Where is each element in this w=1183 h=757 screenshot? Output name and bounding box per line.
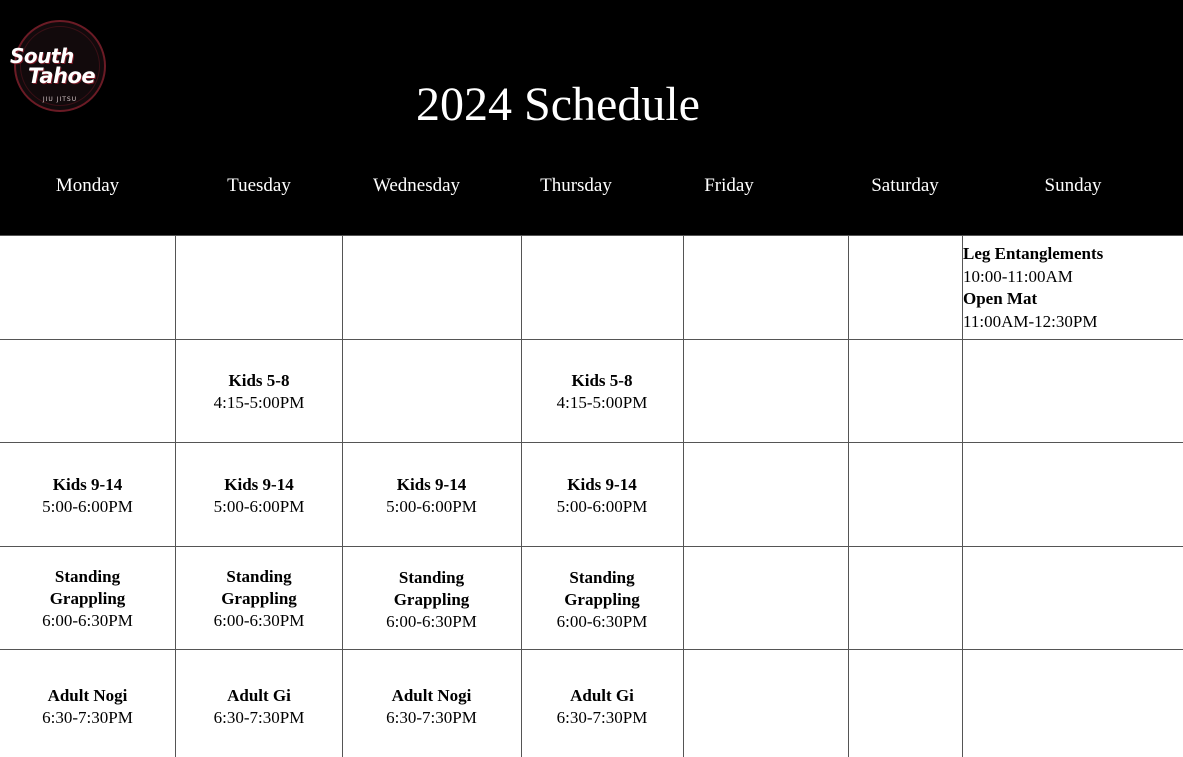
class-cell-monday-adult-nogi <box>0 685 175 729</box>
schedule-grid <box>0 235 1183 757</box>
class-time: 6:00-6:30PM <box>556 612 648 631</box>
class-cell-tuesday-adult-gi <box>175 685 343 729</box>
class-cell-thursday-kids-5-8 <box>521 370 683 414</box>
class-time: 4:15-5:00PM <box>556 393 648 412</box>
class-name: Standing <box>569 568 635 587</box>
day-header-monday: Monday <box>55 175 120 196</box>
class-name: Kids 9-14 <box>567 475 637 494</box>
class-cell-wednesday-adult-nogi <box>342 685 521 729</box>
class-time: 6:00-6:30PM <box>213 611 305 630</box>
class-name: Standing <box>54 567 121 586</box>
day-header-tuesday: Tuesday <box>227 175 291 196</box>
class-name: Open Mat <box>963 289 1038 308</box>
class-cell-thursday-kids-9-14 <box>521 474 683 518</box>
class-name: Kids 9-14 <box>224 475 294 494</box>
class-cell-tuesday-kids-9-14 <box>175 474 343 518</box>
class-time: 5:00-6:00PM <box>42 497 133 516</box>
class-time: 5:00-6:00PM <box>556 497 648 516</box>
class-cell-wednesday-standing-grappling <box>342 567 521 633</box>
class-name: Adult Nogi <box>47 686 128 705</box>
row-divider <box>0 339 1183 340</box>
class-name: Kids 5-8 <box>228 371 290 390</box>
class-name: Adult Gi <box>227 686 291 705</box>
class-name: Grappling <box>49 589 126 608</box>
class-name: Grappling <box>393 590 470 609</box>
page-title: 2024 Schedule <box>416 78 700 131</box>
column-divider <box>848 235 849 757</box>
day-header-friday: Friday <box>704 175 754 196</box>
day-header-thursday: Thursday <box>540 175 612 196</box>
row-divider <box>0 649 1183 650</box>
row-divider <box>0 546 1183 547</box>
sunday-sessions <box>963 243 1103 333</box>
class-name: Standing <box>226 567 292 586</box>
day-header-row <box>0 166 1183 206</box>
day-header-sunday: Sunday <box>1044 175 1102 196</box>
class-time: 6:00-6:30PM <box>386 612 477 631</box>
class-cell-wednesday-kids-9-14 <box>342 474 521 518</box>
class-time: 5:00-6:00PM <box>213 497 305 516</box>
class-name: Grappling <box>564 590 640 609</box>
column-divider <box>683 235 684 757</box>
class-time: 10:00-11:00AM <box>963 266 1073 286</box>
class-cell-thursday-adult-gi <box>521 685 683 729</box>
class-time: 11:00AM-12:30PM <box>963 311 1098 331</box>
class-cell-monday-standing-grappling <box>0 566 175 632</box>
class-time: 4:15-5:00PM <box>213 393 305 412</box>
row-divider <box>0 442 1183 443</box>
class-name: Standing <box>398 568 465 587</box>
class-name: Leg Entanglements <box>963 244 1104 263</box>
logo-text-south: South <box>10 44 74 68</box>
class-cell-tuesday-kids-5-8 <box>175 370 343 414</box>
class-name: Kids 9-14 <box>52 475 123 494</box>
day-header-saturday: Saturday <box>871 175 939 196</box>
logo-text-tahoe: Tahoe <box>28 64 96 88</box>
logo-text-jiu-jitsu: JIU JITSU <box>42 96 78 103</box>
schedule-header <box>0 0 1183 236</box>
class-cell-thursday-standing-grappling <box>521 567 683 633</box>
day-header-wednesday: Wednesday <box>372 175 461 196</box>
class-cell-monday-kids-9-14 <box>0 474 175 518</box>
class-time: 6:30-7:30PM <box>213 708 305 727</box>
class-cell-tuesday-standing-grappling <box>175 566 343 632</box>
class-name: Kids 5-8 <box>571 371 633 390</box>
grid-top-border <box>0 235 1183 236</box>
class-name: Adult Gi <box>570 686 634 705</box>
class-time: 5:00-6:00PM <box>386 497 477 516</box>
class-name: Grappling <box>221 589 297 608</box>
class-time: 6:30-7:30PM <box>556 708 648 727</box>
class-time: 6:30-7:30PM <box>386 708 477 727</box>
class-name: Kids 9-14 <box>396 475 467 494</box>
class-time: 6:00-6:30PM <box>42 611 133 630</box>
class-time: 6:30-7:30PM <box>42 708 133 727</box>
class-name: Adult Nogi <box>391 686 472 705</box>
